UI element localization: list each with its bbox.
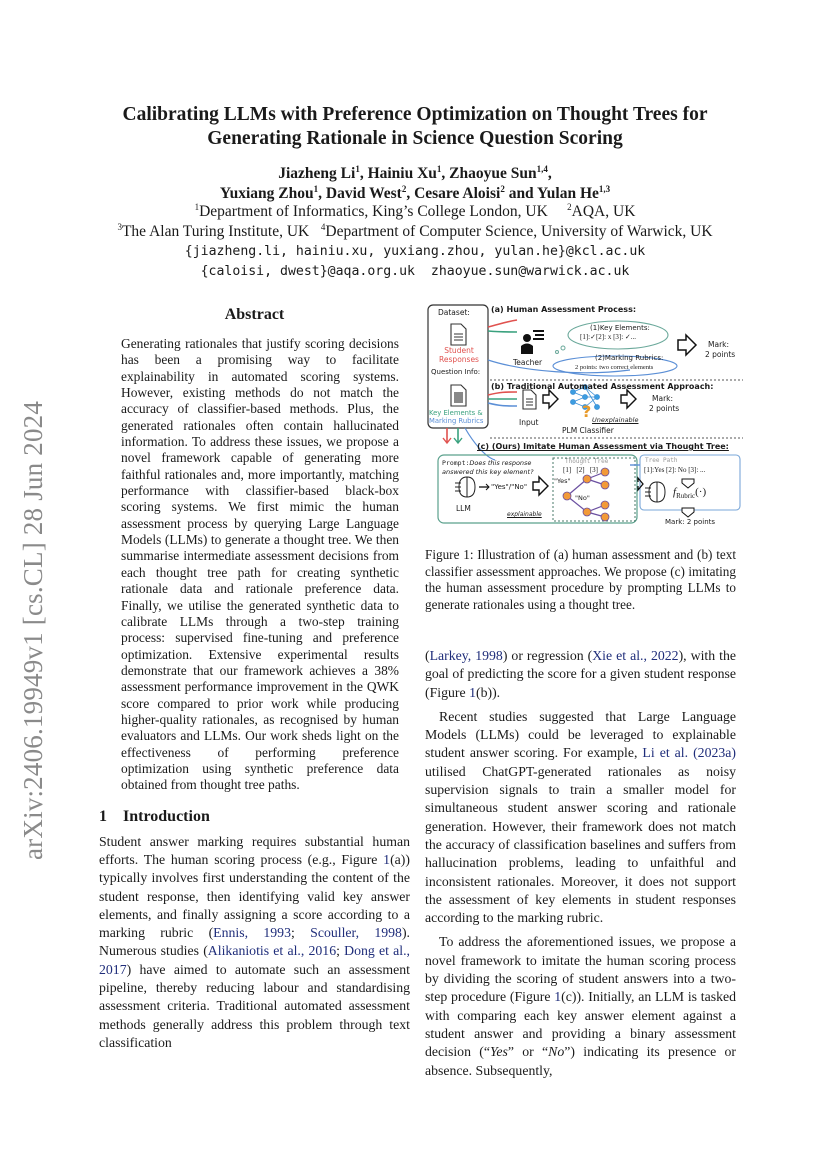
marking-rubrics-bubble: (2)Marking Rubrics: bbox=[595, 354, 664, 362]
affiliation: The Alan Turing Institute, UK bbox=[121, 223, 310, 240]
affiliation: Department of Informatics, King’s College London, UK bbox=[199, 203, 548, 220]
question-info-label: Question Info: bbox=[431, 368, 481, 376]
author: Yuxiang Zhou bbox=[219, 185, 314, 202]
mark-label-b: Mark: bbox=[652, 394, 674, 403]
section-a-title: (a) Human Assessment Process: bbox=[491, 305, 637, 314]
authors-line-2: Yuxiang Zhou$^1$, David West$^2$, Cesare Aloisi$^2$ and Yulan He$^{1,3}$ bbox=[219, 184, 611, 202]
section-c-title: (c) (Ours) Imitate Human Assessment via Thought Tree: bbox=[477, 442, 729, 451]
key-elements-label: Key Elements & bbox=[429, 409, 483, 417]
document-icon bbox=[451, 324, 466, 345]
section-title: Introduction bbox=[123, 807, 210, 825]
text-run: ; bbox=[290, 925, 311, 941]
author-sup: 2 bbox=[500, 184, 505, 194]
text-run: ( bbox=[425, 648, 430, 663]
prompt-line-1: Does this response bbox=[469, 459, 532, 467]
citation-link[interactable]: Ennis, 1993 bbox=[213, 925, 291, 941]
affiliations bbox=[60, 202, 770, 282]
author-sup: 1,3 bbox=[598, 184, 611, 194]
intro-paragraph-3 bbox=[425, 933, 736, 1079]
figure-1 bbox=[425, 302, 745, 537]
points-label-b: 2 points bbox=[649, 404, 680, 413]
email: zhaoyue.sun@warwick.ac.uk bbox=[430, 264, 630, 279]
email-line-1: {jiazheng.li, hainiu.xu, yuxiang.zhou, yulan.he}@kcl.ac.uk bbox=[184, 244, 646, 259]
italic-text: Yes bbox=[489, 1044, 508, 1060]
intro-paragraph-2 bbox=[425, 708, 736, 928]
text-run: To address the aforementioned issues, we propose a novel framework to imitate the human scoring process by dividing the scoring of student answers into a two-step procedure (Figure bbox=[425, 934, 736, 1005]
affiliation: Department of Computer Science, University of Warwick, UK bbox=[325, 223, 713, 240]
author: Cesare Aloisi bbox=[414, 185, 501, 202]
document-filled-icon bbox=[451, 385, 466, 406]
prompt-line-2: answered this key element? bbox=[442, 468, 534, 476]
tree-indices bbox=[563, 466, 598, 474]
citation-link[interactable]: 1 bbox=[469, 684, 476, 700]
citation-link[interactable]: Scouller, 1998 bbox=[310, 925, 402, 941]
teacher-label: Teacher bbox=[513, 358, 543, 367]
tree-index: [1] bbox=[563, 466, 572, 474]
figure-caption: Figure 1: Illustration of (a) human assessment and (b) text classifier assessment approaches. We propose (c) imitating the human assessment procedure by prompting LLMs to generate rationales using a thought tree. bbox=[425, 547, 736, 612]
section-number: 1 bbox=[99, 807, 107, 825]
unexplainable-label: Unexplainable bbox=[592, 416, 639, 424]
section-b-title: (b) Traditional Automated Assessment Approach: bbox=[491, 382, 714, 391]
author-sup: 1 bbox=[313, 184, 319, 194]
author: Hainiu Xu bbox=[367, 165, 437, 182]
text-run: ), with the goal of predicting the score for a given student response (Figure bbox=[425, 648, 736, 700]
llm-label: LLM bbox=[456, 504, 471, 513]
intro-paragraph-1-cont bbox=[425, 647, 736, 702]
text-run: ) or regression ( bbox=[502, 648, 593, 663]
tree-path-text: [1]:Yes [2]: No [3]: ... bbox=[644, 466, 706, 474]
points-label-a: 2 points bbox=[705, 350, 736, 359]
thought-tree-label: Thought Tree bbox=[565, 458, 609, 465]
author: Zhaoyue Sun bbox=[449, 165, 537, 182]
title-line-1: Calibrating LLMs with Preference Optimization on Thought Trees for bbox=[122, 104, 708, 125]
text-run: utilised ChatGPT-generated rationales as noisy supervision signals to train a smaller model for simultaneous student answer scoring and rationale generation. However, their framework does not match the accuracy of classification baselines and suffers from hallucination problems, leading to unfaithful and inconsistent rationales. Moreover, it does not support the assessment of key elements in student responses according to the marking rubric. bbox=[425, 763, 736, 926]
text-run: (a)) typically involves first understanding the content of the student response, then identifying valid key answer elements, and finally assigning a score according to a marking rubric ( bbox=[99, 851, 410, 941]
rubric-text: 2 points: two correct elements bbox=[575, 364, 654, 371]
affil-line-2: $^3$The Alan Turing Institute, UK $^4$Department of Computer Science, University of Warwick, UK bbox=[117, 222, 713, 240]
brain-icon bbox=[455, 477, 475, 497]
citation-link[interactable]: Larkey, 1998 bbox=[429, 648, 503, 663]
prompt-label: Prompt: bbox=[442, 459, 470, 467]
dataset-label: Dataset: bbox=[438, 308, 470, 317]
explainable-label: explainable bbox=[507, 511, 542, 518]
text-run: Student answer marking requires substantial human efforts. The human scoring process (e.g., Figure bbox=[99, 833, 410, 867]
marking-rubrics-label: Marking Rubrics bbox=[429, 417, 484, 425]
key-elements-bubble: (1)Key Elements: bbox=[590, 324, 650, 332]
citation-link[interactable]: 1 bbox=[383, 851, 391, 867]
arrow-icon bbox=[543, 390, 558, 408]
right-column-text bbox=[425, 647, 736, 1080]
text-run: ). Numerous studies ( bbox=[99, 925, 410, 959]
arrow-green bbox=[488, 331, 517, 332]
key-elements-marks: [1]:✓[2]: x [3]: ✓... bbox=[580, 333, 637, 341]
tree-path-label: Tree Path bbox=[645, 457, 678, 464]
author-sup: 1,4 bbox=[536, 164, 548, 174]
abstract-body: Generating rationales that justify scoring decisions has been a promising way to facilitate explainability in automated scoring systems. However, existing methods do not match the accuracy of classifier-based methods. Plus, the generated rationales often contain hallucinated information. To address these issues, we propose a novel framework capable of generating more faithful rationales and, more importantly, matching performance with classifier-based black-box scoring systems. We first mimic the human assessment process by querying Large Language Models (LLMs) to generate a thought tree. We then summarise intermediate assessment decisions from each thought tree path for creating synthetic rationale data and rationale preference data. Finally, we utilise the generated synthetic data to calibrate LLMs through a two-step training process: supervised fine-tuning and preference optimization. Extensive experimental results demonstrate that our framework achieves a 38% assessment performance improvement in the QWK score compared to prior work while producing higher-quality rationales, as recognised by human evaluators and LLMs. Our work sheds light on the effectiveness of performing preference optimization using synthetic preference data obtained from thought tree paths. bbox=[121, 336, 399, 793]
abstract-heading: Abstract bbox=[224, 306, 285, 323]
author-sup: 1 bbox=[436, 164, 442, 174]
left-column bbox=[99, 302, 410, 1052]
f-arg: (·) bbox=[695, 486, 707, 498]
text-run: ” or “ bbox=[507, 1044, 549, 1060]
tree-index: [2] bbox=[576, 466, 585, 474]
authors bbox=[90, 164, 740, 204]
teacher-icon bbox=[521, 330, 544, 354]
affil-line-1: $^1$Department of Informatics, King’s College London, UK $^2$AQA, UK bbox=[194, 202, 636, 220]
and-word: and bbox=[508, 185, 534, 202]
paper-title bbox=[90, 103, 740, 151]
tree-index: [3] bbox=[589, 466, 599, 474]
author-sup: 2 bbox=[401, 184, 407, 194]
citation-link[interactable]: Alikaniotis et al., 2016 bbox=[207, 943, 337, 959]
question-mark-icon: ? bbox=[582, 402, 592, 421]
no-branch-label: "No" bbox=[575, 494, 590, 502]
yes-no-output: "Yes"/"No" bbox=[491, 483, 528, 491]
text-run: Recent studies suggested that Large Language Models (LLMs) could be leveraged to explainable student answer scoring. For example, bbox=[425, 708, 736, 761]
citation-link[interactable]: Xie et al., 2022 bbox=[592, 648, 679, 663]
intro-paragraph-1 bbox=[99, 833, 410, 1053]
mark-arrow-icon bbox=[678, 335, 696, 355]
mark-final-label: Mark: 2 points bbox=[665, 518, 716, 526]
f-symbol: f bbox=[673, 486, 677, 498]
author: David West bbox=[325, 185, 402, 202]
text-run: ”) indicating its presence or absence. Subsequently, bbox=[425, 1044, 736, 1078]
affiliation: AQA, UK bbox=[571, 203, 636, 220]
arrow-icon bbox=[621, 390, 636, 408]
section-heading-introduction bbox=[99, 808, 410, 826]
italic-text: No bbox=[548, 1044, 565, 1060]
f-subscript: Rubric bbox=[676, 492, 696, 501]
authors-line-1: Jiazheng Li$^1$, Hainiu Xu$^1$, Zhaoyue Sun$^{1,4}$, bbox=[278, 164, 552, 182]
arrow-icon bbox=[533, 477, 548, 495]
author: Jiazheng Li bbox=[278, 165, 356, 182]
citation-link[interactable]: Dong et al., 2017 bbox=[99, 943, 410, 977]
plm-classifier-label: PLM Classifier bbox=[562, 426, 614, 435]
mark-label-a: Mark: bbox=[708, 340, 730, 349]
author-sup: 1 bbox=[355, 164, 360, 174]
input-document-icon bbox=[523, 390, 536, 409]
title-line-2: Generating Rationale in Science Question Scoring bbox=[207, 128, 623, 149]
f-rubric-function bbox=[673, 486, 706, 500]
email-line-2 bbox=[60, 262, 770, 282]
text-run: ) have aimed to automate such an assessment pipeline, thereby reducing labour and standardising assessment criteria. Traditional automated assessment methods generally address this problem through text classification bbox=[99, 961, 410, 1050]
email: {caloisi, dwest}@aqa.org.uk bbox=[200, 264, 415, 279]
text-run: (b)). bbox=[475, 684, 501, 700]
yes-branch-label: "Yes" bbox=[554, 477, 571, 485]
arxiv-stamp: arXiv:2406.19949v1 [cs.CL] 28 Jun 2024 bbox=[18, 400, 48, 860]
citation-link[interactable]: 1 bbox=[554, 989, 562, 1005]
brain-icon bbox=[645, 482, 665, 502]
arrow-red bbox=[488, 320, 517, 327]
author: Yulan He bbox=[537, 185, 599, 202]
input-label: Input bbox=[519, 418, 539, 427]
text-run: ; bbox=[336, 943, 345, 959]
student-responses-label: Student Responses bbox=[439, 346, 479, 364]
text-run: (c)). Initially, an LLM is tasked with comparing each key answer element against a student answer and providing a binary assessment decision (“ bbox=[425, 989, 737, 1060]
citation-link[interactable]: Li et al. (2023a) bbox=[642, 745, 736, 761]
prompt-text bbox=[442, 459, 531, 467]
